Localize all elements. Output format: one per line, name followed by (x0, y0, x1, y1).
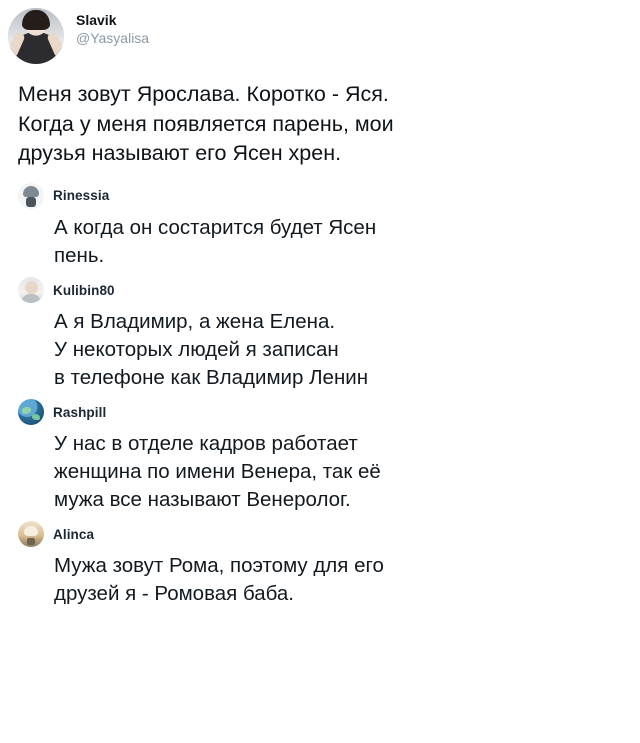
reply-text (18, 547, 640, 613)
list-item (0, 183, 640, 275)
reply-text (18, 425, 640, 519)
reply-header (18, 399, 640, 425)
reply-text-line: А когда он состарится будет Ясен (54, 215, 377, 239)
tweet-text-line: Когда у меня появляется парень, мои (18, 111, 394, 136)
reply-text-line: А я Владимир, а жена Елена. (54, 310, 336, 334)
rashpill-avatar[interactable] (18, 399, 44, 425)
author-handle[interactable]: @Yasyalisa (76, 30, 150, 47)
reply-header (18, 183, 640, 209)
reply-author-name[interactable]: Rashpill (53, 404, 107, 420)
kulibin80-avatar[interactable] (18, 277, 44, 303)
reply-text-line: друзей я - Ромовая баба. (54, 582, 294, 606)
tweet-text (0, 64, 640, 169)
reply-text-line: в телефоне как Владимир Ленин (54, 365, 369, 389)
tweet-text-line: друзья называют его Ясен хрен. (18, 141, 342, 166)
reply-author-name[interactable]: Kulibin80 (53, 282, 115, 298)
reply-text-line: У нас в отделе кадров работает (54, 432, 358, 456)
avatar-hair-shape (22, 10, 50, 30)
reply-text-line: мужа все называют Венеролог. (54, 487, 351, 511)
reply-text (18, 209, 640, 275)
list-item (0, 277, 640, 397)
reply-author-name[interactable]: Rinessia (53, 188, 110, 204)
reply-text-line: Мужа зовут Рома, поэтому для его (54, 554, 384, 578)
tweet-header (0, 0, 640, 64)
author-names (76, 8, 149, 46)
reply-text-line: У некоторых людей я записан (54, 337, 339, 361)
author-display-name: Slavik (76, 12, 117, 28)
reply-header (18, 521, 640, 547)
reply-text-line: пень. (54, 243, 105, 267)
rinessia-avatar[interactable] (18, 183, 44, 209)
reply-text (18, 303, 640, 397)
replies-list (0, 169, 640, 614)
alinca-avatar[interactable] (18, 521, 44, 547)
reply-text-line: женщина по имени Венера, так её (54, 460, 381, 483)
tweet-text-line: Меня зовут Ярослава. Коротко - Яся. (18, 82, 389, 106)
list-item (0, 399, 640, 519)
reply-header (18, 277, 640, 303)
user-photo-avatar[interactable] (8, 8, 64, 64)
reply-author-name[interactable]: Alinca (53, 526, 95, 542)
list-item (0, 521, 640, 613)
